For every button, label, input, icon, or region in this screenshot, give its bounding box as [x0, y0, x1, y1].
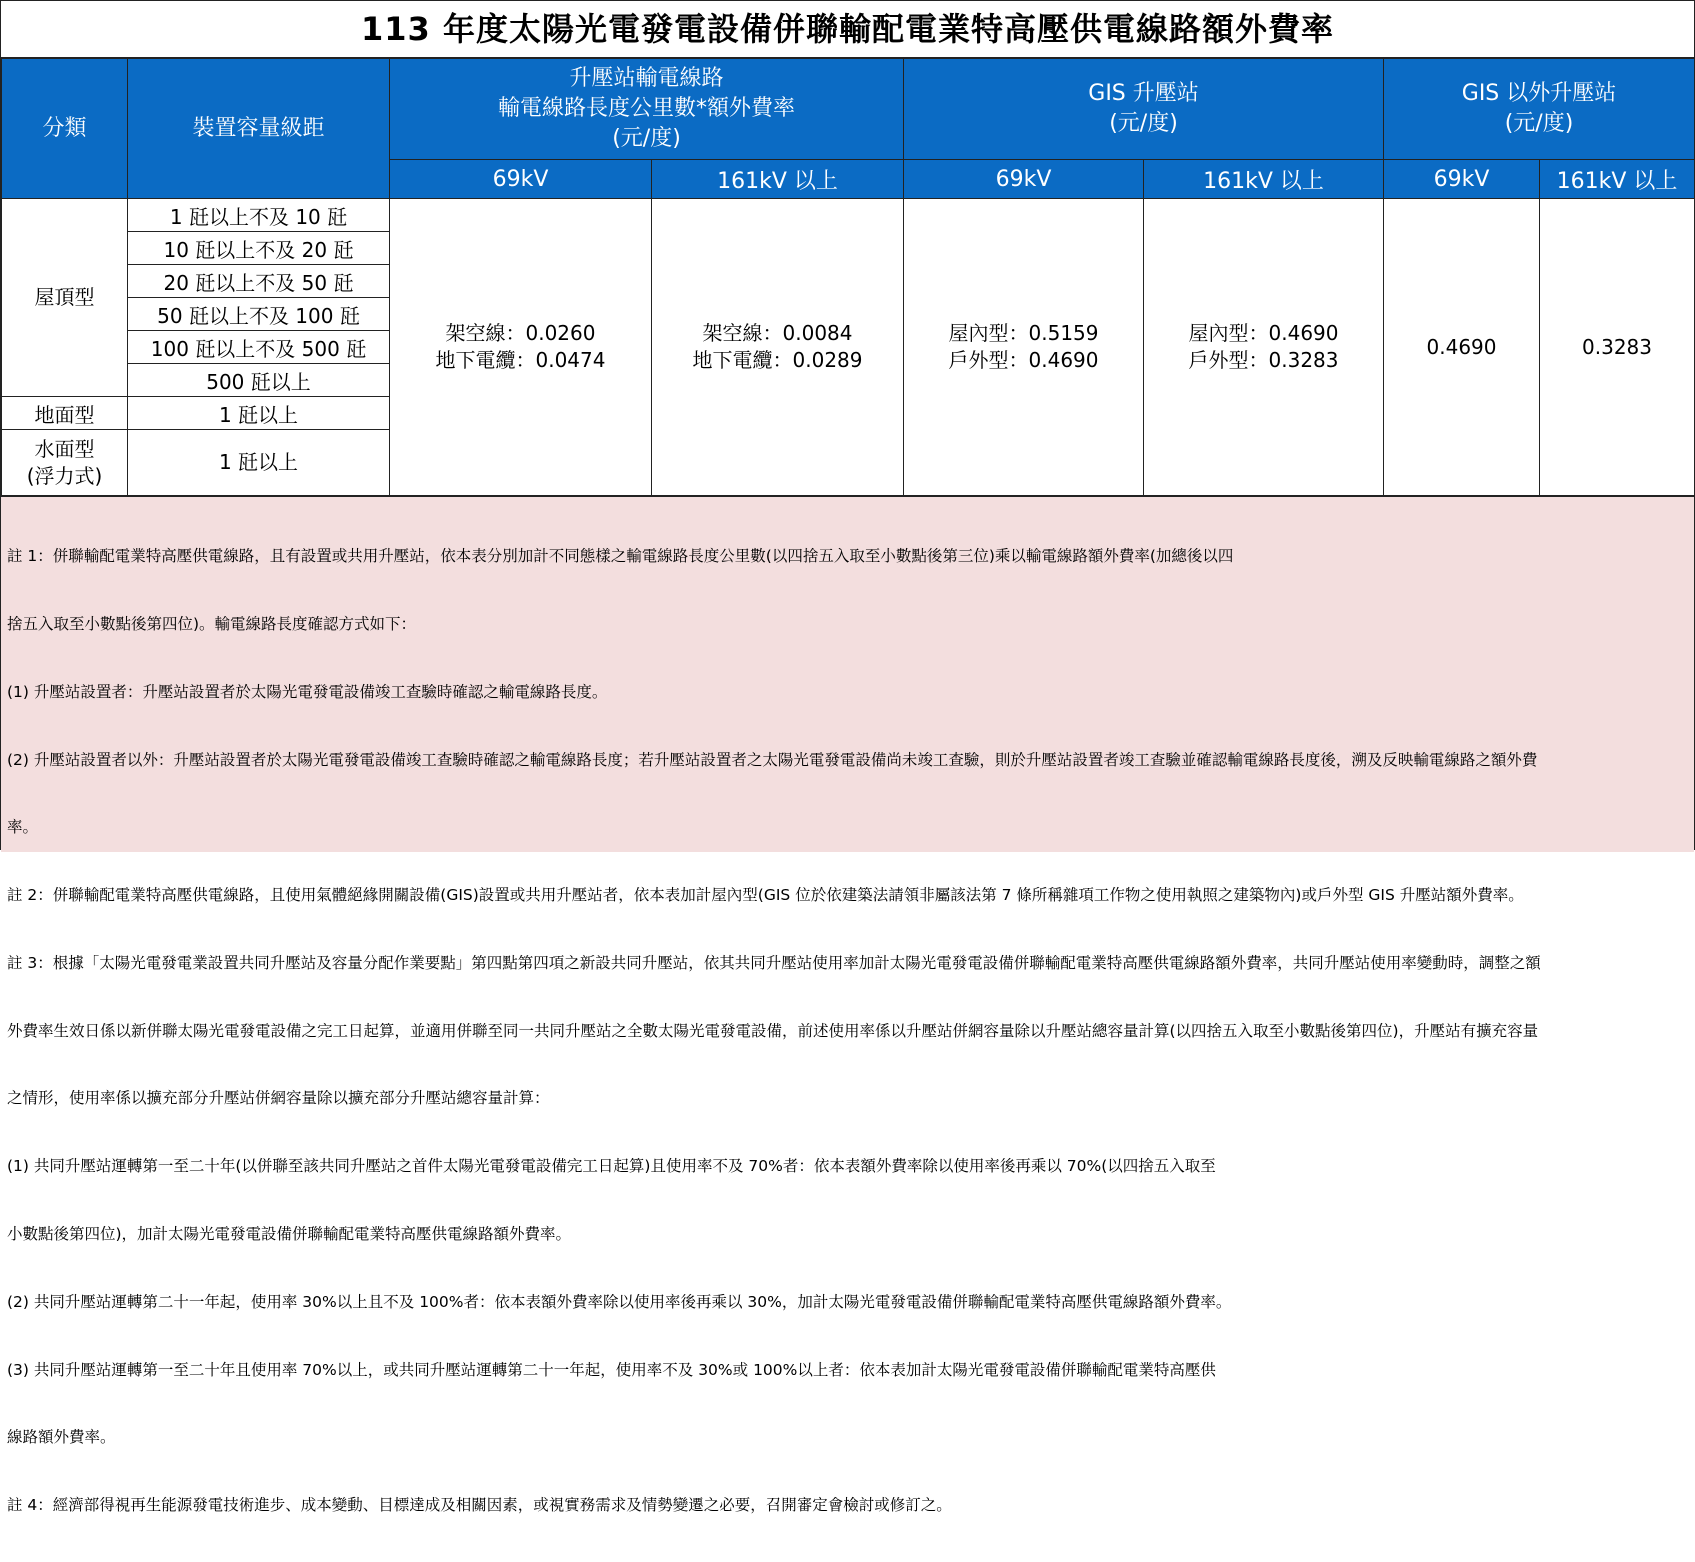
note-line: 之情形，使用率係以擴充部分升壓站併網容量除以擴充部分升壓站總容量計算：	[7, 1089, 550, 1108]
rate-table	[1, 58, 1695, 496]
note-line: 註 1：併聯輸配電業特高壓供電線路，且有設置或共用升壓站，依本表分別加計不同態樣之輸電線路長度公里數(以四捨五入取至小數點後第三位)乘以輸電線路額外費率(加總後以四	[7, 547, 1234, 566]
note-line: 率。	[7, 818, 39, 837]
subheader-line-161kv: 161kV 以上	[652, 160, 904, 199]
note-line: 外費率生效日係以新併聯太陽光電發電設備之完工日起算，並適用併聯至同一共同升壓站之全數太陽光電發電設備，前述使用率係以升壓站併網容量除以升壓站總容量計算(以四捨五入取至小數點後第四位)，升壓站有擴充容量	[7, 1021, 1539, 1040]
rate-gis-161kv	[1144, 199, 1384, 496]
note-line: 註 3：根據「太陽光電發電業設置共同升壓站及容量分配作業要點」第四點第四項之新設共同升壓站，依其共同升壓站使用率加計太陽光電發電設備併聯輸配電業特高壓供電線路額外費率，共同升壓站使用率變動時，調整之額	[7, 953, 1541, 972]
header-gis-l1: GIS 升壓站	[1088, 81, 1199, 106]
rate-gis-161kv-outdoor: 戶外型：0.3283	[1188, 348, 1339, 372]
note-line: 線路額外費率。	[7, 1428, 116, 1447]
note-line: 註 4：經濟部得視再生能源發電技術進步、成本變動、目標達成及相關因素，或視實務需求及情勢變遷之必要，召開審定會檢討或修訂之。	[7, 1496, 952, 1515]
note-line: 註 2：併聯輸配電業特高壓供電線路，且使用氣體絕緣開關設備(GIS)設置或共用升壓站者，依本表加計屋內型(GIS 位於依建築法請領非屬該法第 7 條所稱雜項工作物之使用執照之建築物內)或戶外型 GIS 升壓站額外費率。	[7, 886, 1524, 905]
note-line: (2) 共同升壓站運轉第二十一年起，使用率 30%以上且不及 100%者：依本表額外費率除以使用率後再乘以 30%，加計太陽光電發電設備併聯輸配電業特高壓供電線路額外費率。	[7, 1292, 1232, 1311]
note-line: 小數點後第四位)，加計太陽光電發電設備併聯輸配電業特高壓供電線路額外費率。	[7, 1225, 572, 1243]
subheader-gis-161kv: 161kV 以上	[1144, 160, 1384, 199]
range-rooftop-5: 100 瓩以上不及 500 瓩	[128, 331, 390, 364]
rate-other-161kv: 0.3283	[1540, 199, 1695, 496]
category-water	[2, 430, 128, 496]
rate-line-69kv	[390, 199, 652, 496]
note-line: (1) 升壓站設置者：升壓站設置者於太陽光電發電設備竣工查驗時確認之輸電線路長度。	[7, 682, 608, 701]
note-line: (3) 共同升壓站運轉第一至二十年且使用率 70%以上，或共同升壓站運轉第二十一年起，使用率不及 30%或 100%以上者：依本表加計太陽光電發電設備併聯輸配電業特高壓供	[7, 1360, 1216, 1379]
header-transmission-line-l3: (元/度)	[612, 126, 681, 151]
range-water: 1 瓩以上	[128, 430, 390, 496]
rate-line-161kv	[652, 199, 904, 496]
range-rooftop-1: 1 瓩以上不及 10 瓩	[128, 199, 390, 232]
range-rooftop-3: 20 瓩以上不及 50 瓩	[128, 265, 390, 298]
subheader-other-69kv: 69kV	[1384, 160, 1540, 199]
rate-other-69kv: 0.4690	[1384, 199, 1540, 496]
header-non-gis-l1: GIS 以外升壓站	[1461, 81, 1617, 106]
note-line: 捨五入取至小數點後第四位)。輸電線路長度確認方式如下：	[7, 614, 417, 633]
range-ground: 1 瓩以上	[128, 397, 390, 430]
rate-line-161kv-overhead: 架空線：0.0084	[702, 321, 853, 345]
rate-line-69kv-underground: 地下電纜：0.0474	[435, 348, 606, 372]
category-water-l2: (浮力式)	[26, 463, 103, 488]
note-line: (2) 升壓站設置者以外：升壓站設置者於太陽光電發電設備竣工查驗時確認之輸電線路長度；若升壓站設置者之太陽光電發電設備尚未竣工查驗，則於升壓站設置者竣工查驗並確認輸電線路長度後，溯及反映輸電線路之額外費	[7, 750, 1538, 769]
header-gis-substation	[904, 59, 1384, 160]
page-title: 113 年度太陽光電發電設備併聯輸配電業特高壓供電線路額外費率	[1, 1, 1694, 58]
category-rooftop: 屋頂型	[2, 199, 128, 397]
rate-line-161kv-underground: 地下電纜：0.0289	[692, 348, 863, 372]
subheader-gis-69kv: 69kV	[904, 160, 1144, 199]
header-gis-l2: (元/度)	[1109, 111, 1178, 136]
header-non-gis-l2: (元/度)	[1504, 111, 1574, 136]
category-ground: 地面型	[2, 397, 128, 430]
note-line: (1) 共同升壓站運轉第一至二十年(以併聯至該共同升壓站之首件太陽光電發電設備完工日起算)且使用率不及 70%者：依本表額外費率除以使用率後再乘以 70%(以四捨五入取至	[7, 1157, 1216, 1176]
header-transmission-line-l2: 輸電線路長度公里數*額外費率	[498, 96, 796, 121]
rate-line-69kv-overhead: 架空線：0.0260	[445, 321, 596, 345]
header-transmission-line	[390, 59, 904, 160]
range-rooftop-2: 10 瓩以上不及 20 瓩	[128, 232, 390, 265]
header-category: 分類	[2, 59, 128, 199]
rate-gis-69kv-indoor: 屋內型：0.5159	[948, 321, 1099, 345]
subheader-other-161kv: 161kV 以上	[1540, 160, 1695, 199]
notes-section	[1, 496, 1694, 1515]
category-water-l1: 水面型	[34, 436, 95, 461]
header-transmission-line-l1: 升壓站輸電線路	[569, 66, 724, 91]
rate-gis-69kv-outdoor: 戶外型：0.4690	[948, 348, 1099, 372]
header-non-gis-substation	[1384, 59, 1695, 160]
rate-gis-161kv-indoor: 屋內型：0.4690	[1188, 321, 1339, 345]
range-rooftop-6: 500 瓩以上	[128, 364, 390, 397]
subheader-line-69kv: 69kV	[390, 160, 652, 199]
header-capacity: 裝置容量級距	[128, 59, 390, 199]
range-rooftop-4: 50 瓩以上不及 100 瓩	[128, 298, 390, 331]
rate-gis-69kv	[904, 199, 1144, 496]
